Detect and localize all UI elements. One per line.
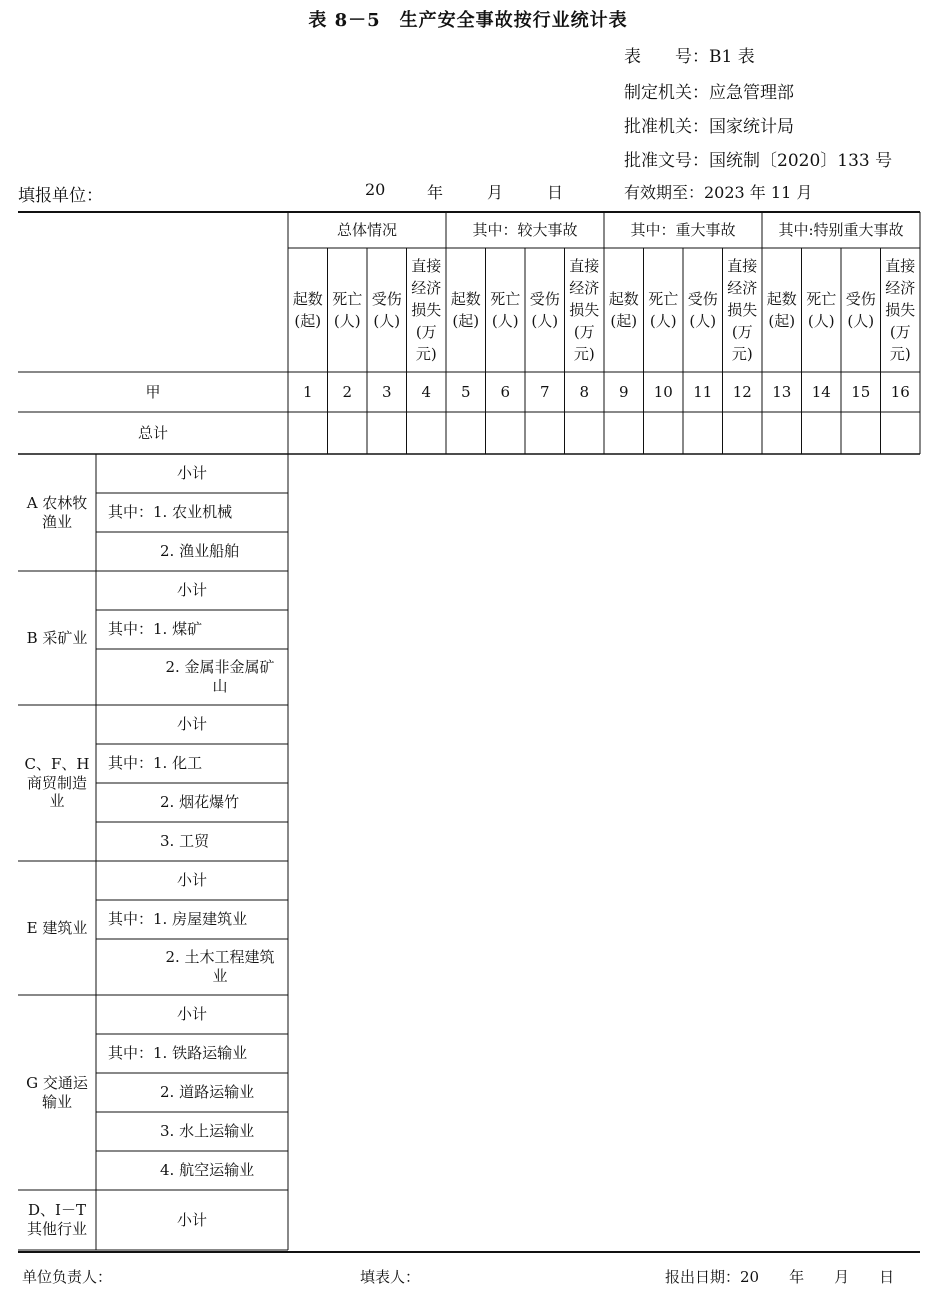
industry-sub-row: 其中：1. 化工 (108, 754, 203, 773)
column-header: 直接经济损失(万元) (885, 257, 916, 363)
industry-sub-row: 2. 道路运输业 (160, 1083, 255, 1102)
industry-sub-row: 小计 (176, 464, 207, 483)
industry-sub-row: 小计 (176, 581, 207, 600)
column-header: 直接经济损失(万元) (411, 257, 442, 363)
column-number: 8 (579, 382, 590, 401)
column-header: 起数(起) (292, 290, 323, 330)
column-header: 直接经济损失(万元) (569, 257, 600, 363)
industry-sub-row: 其中：1. 农业机械 (108, 503, 233, 522)
industry-name: C、F、H 商贸制造业 (24, 754, 90, 811)
column-header: 受伤(人) (845, 290, 876, 330)
column-header: 受伤(人) (687, 290, 718, 330)
industry-sub-row: 3. 工贸 (160, 832, 210, 851)
column-header: 死亡(人) (332, 290, 363, 330)
total-row-label: 总计 (137, 423, 168, 442)
column-header: 受伤(人) (371, 290, 402, 330)
industry-sub-row: 其中：1. 煤矿 (108, 620, 203, 639)
column-number: 14 (811, 382, 831, 401)
industry-sub-row: 小计 (176, 871, 207, 890)
industry-name: B 采矿业 (26, 628, 88, 647)
approving-authority: 批准机关：国家统计局 (624, 117, 794, 137)
form-number: 表 号：B1 表 (624, 47, 755, 67)
column-header: 受伤(人) (529, 290, 560, 330)
column-number: 13 (772, 382, 792, 401)
column-header: 起数(起) (608, 290, 639, 330)
industry-sub-row: 小计 (176, 1210, 207, 1229)
group-header: 其中：较大事故 (472, 220, 578, 239)
group-header: 其中:特别重大事故 (778, 220, 904, 239)
column-number: 12 (732, 382, 752, 401)
date-month-label: 月 (487, 183, 504, 202)
column-number: 9 (618, 382, 629, 401)
page-title: 表 8－5 生产安全事故按行业统计表 (308, 10, 628, 31)
form-filler-label: 填表人： (360, 1268, 421, 1286)
column-number: 4 (421, 382, 432, 401)
column-number: 6 (500, 382, 511, 401)
column-header: 死亡(人) (648, 290, 679, 330)
industry-name: E 建筑业 (26, 918, 88, 937)
column-number: 10 (653, 382, 673, 401)
group-header: 其中：重大事故 (630, 220, 736, 239)
approval-document-number: 批准文号：国统制〔2020〕133 号 (624, 151, 893, 171)
column-header: 死亡(人) (490, 290, 521, 330)
industry-name: D、I－T 其他行业 (26, 1201, 87, 1238)
column-header: 死亡(人) (806, 290, 837, 330)
valid-until: 有效期至：2023 年 11 月 (624, 183, 813, 202)
reporting-unit-label: 填报单位： (18, 186, 103, 206)
column-number: 3 (381, 382, 392, 401)
report-date-label: 报出日期：20 年 月 日 (665, 1268, 895, 1286)
column-number: 1 (302, 382, 313, 401)
date-year-prefix: 20 (365, 180, 386, 199)
column-header: 直接经济损失(万元) (727, 257, 758, 363)
column-number: 5 (460, 382, 471, 401)
industry-sub-row: 4. 航空运输业 (160, 1161, 255, 1180)
industry-name: G 交通运输业 (26, 1073, 88, 1111)
column-header: 起数(起) (450, 290, 481, 330)
industry-sub-row: 2. 烟花爆竹 (160, 793, 240, 812)
issuing-authority: 制定机关：应急管理部 (624, 83, 794, 103)
column-number: 15 (851, 382, 871, 401)
column-number: 7 (539, 382, 550, 401)
unit-head-label: 单位负责人： (22, 1268, 113, 1286)
industry-sub-row: 小计 (176, 715, 207, 734)
column-number: 2 (342, 382, 353, 401)
industry-sub-row: 3. 水上运输业 (160, 1122, 255, 1141)
column-number: 11 (693, 382, 713, 401)
industry-sub-row: 其中：1. 铁路运输业 (108, 1044, 248, 1063)
column-number: 16 (890, 382, 910, 401)
date-day-label: 日 (547, 183, 564, 202)
label-column-header: 甲 (145, 382, 161, 401)
industry-sub-row: 其中：1. 房屋建筑业 (108, 910, 248, 929)
date-year-label: 年 (427, 183, 444, 202)
group-header: 总体情况 (336, 220, 397, 239)
column-header: 起数(起) (766, 290, 797, 330)
industry-sub-row: 2. 渔业船舶 (160, 542, 240, 561)
industry-name: A 农林牧渔业 (26, 493, 88, 531)
industry-sub-row: 小计 (176, 1005, 207, 1024)
industry-sub-row: 2. 金属非金属矿山 (165, 658, 275, 695)
industry-sub-row: 2. 土木工程建筑业 (165, 948, 275, 985)
